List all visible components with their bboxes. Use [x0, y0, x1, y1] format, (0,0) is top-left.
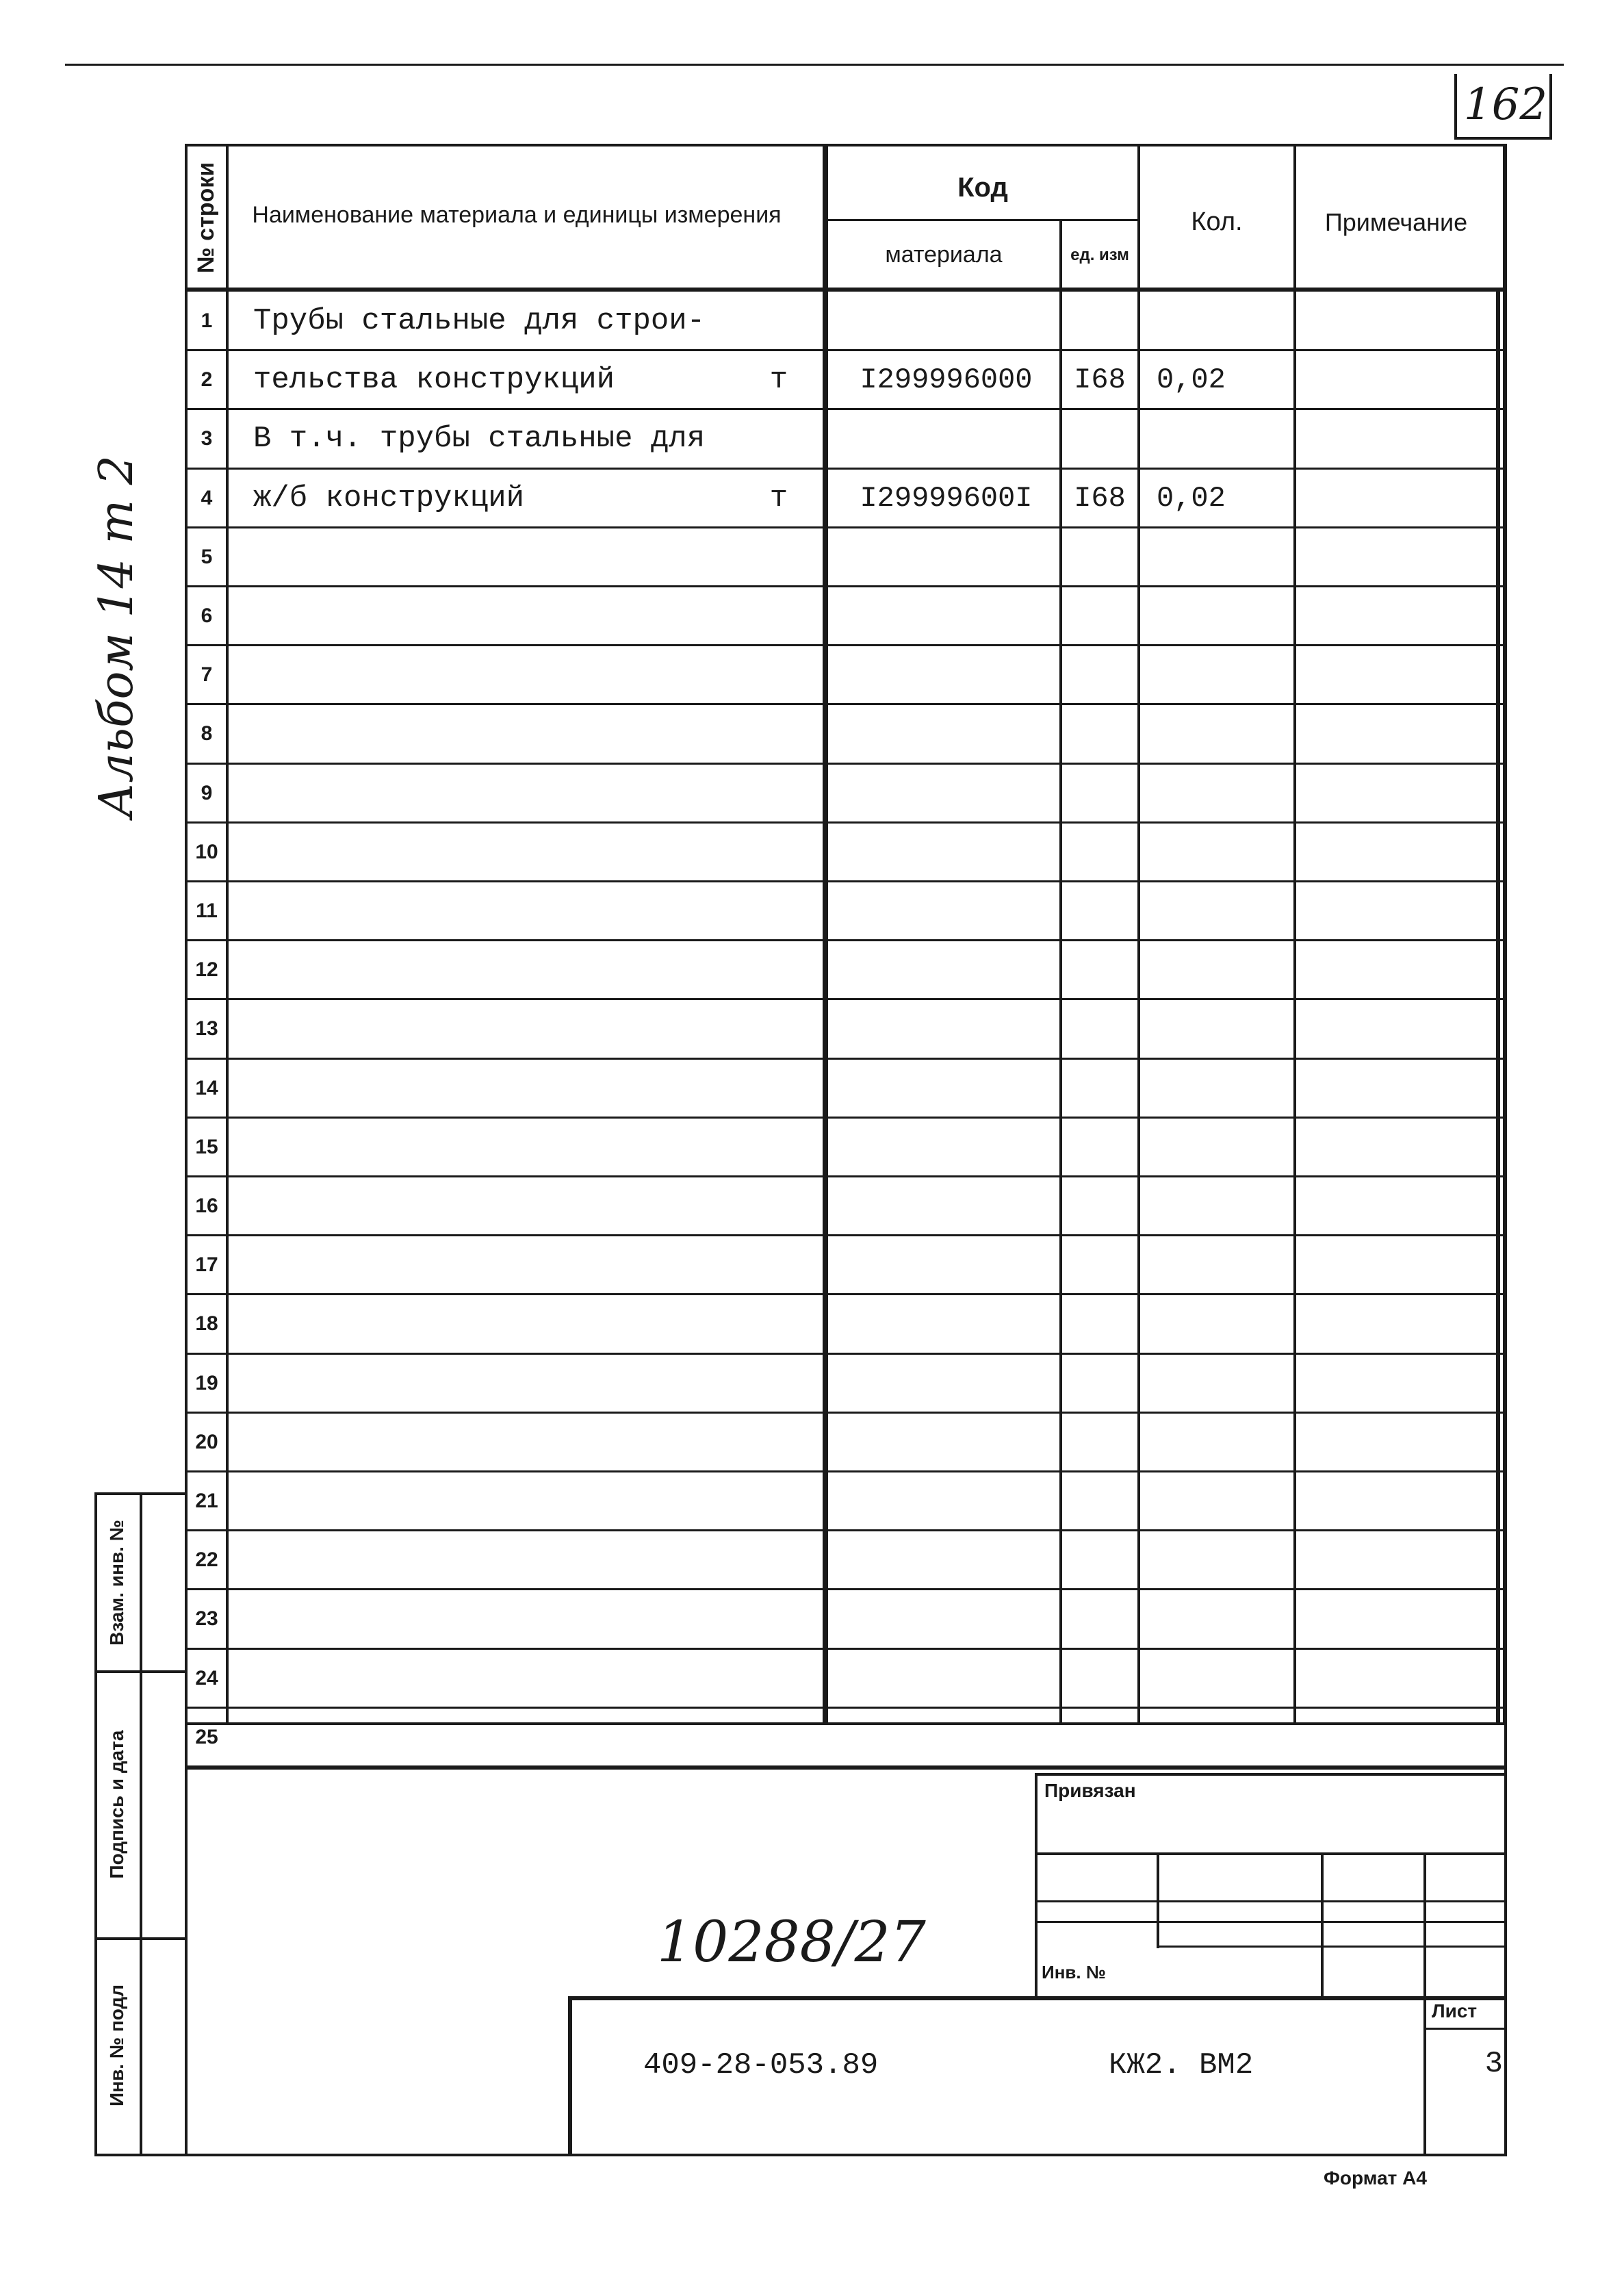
sheet-stamp-number: 162: [1463, 79, 1548, 130]
header-code-unit: ед. изм: [1070, 246, 1129, 265]
row-qty: [1157, 999, 1287, 1058]
tb-left: [1035, 1773, 1037, 1999]
tb-line1: [1035, 1852, 1507, 1855]
tb-sheet-label: Лист: [1432, 2000, 1478, 2022]
header-note: Примечание: [1324, 208, 1468, 237]
row-qty: [1157, 1531, 1287, 1590]
row-qty: [1157, 704, 1287, 763]
row-number: 7: [201, 663, 213, 687]
table-row: [0, 528, 1624, 587]
row-number: 23: [195, 1607, 218, 1631]
row-ed: [1064, 1354, 1136, 1413]
table-row: [0, 1059, 1624, 1118]
row-unit: [751, 1590, 806, 1648]
tb-doc-code: КЖ2. ВМ2: [1109, 2048, 1254, 2082]
row-name: [253, 1413, 746, 1472]
row-ed: [1064, 823, 1136, 882]
header-code-material: материала: [885, 242, 1003, 268]
row-code: [835, 1472, 1057, 1531]
row-ed: [1064, 646, 1136, 704]
album-label: Альбом 14 т 2: [89, 455, 144, 818]
row-code: [835, 764, 1057, 823]
row-ed: [1064, 1059, 1136, 1118]
row-code: [835, 1354, 1057, 1413]
row-unit: [751, 1354, 806, 1413]
row-qty: [1157, 1177, 1287, 1236]
tb-doc-number: 409-28-053.89: [643, 2048, 879, 2082]
row-qty: [1157, 941, 1287, 999]
table-row: [0, 704, 1624, 763]
row-name: [253, 1531, 746, 1590]
row-qty: [1157, 1472, 1287, 1531]
row-number: 11: [196, 900, 218, 922]
row-number: 13: [195, 1017, 218, 1041]
row-name: [253, 1354, 746, 1413]
row-qty: [1157, 528, 1287, 587]
tb-privyazan: Привязан: [1044, 1780, 1136, 1801]
row-code: [835, 1649, 1057, 1708]
row-name: [253, 999, 746, 1058]
row-code: [835, 1531, 1057, 1590]
row-code: [835, 528, 1057, 587]
tb-sheet-label-line: [1423, 2028, 1507, 2030]
table-row: [0, 469, 1624, 528]
top-rule: [65, 64, 1564, 66]
row-qty: [1157, 409, 1287, 468]
row-name: [253, 764, 746, 823]
row-name: [253, 1118, 746, 1177]
row-qty: [1157, 1708, 1287, 1767]
table-row: [0, 1531, 1624, 1590]
row-ed: I68: [1074, 364, 1126, 397]
row-unit: [751, 1177, 806, 1236]
row-name: [253, 1295, 746, 1353]
row-number: 12: [195, 958, 218, 982]
row-unit: [751, 1295, 806, 1353]
tb-v3: [1423, 1852, 1426, 1999]
header-qty: Кол.: [1191, 207, 1243, 237]
row-qty: [1157, 1649, 1287, 1708]
row-qty: [1157, 1236, 1287, 1295]
header-row-no: № строки: [192, 162, 219, 274]
row-number: 15: [195, 1135, 218, 1158]
row-qty: [1157, 764, 1287, 823]
row-ed: [1064, 1531, 1136, 1590]
row-ed: [1064, 1118, 1136, 1177]
tb-line3: [1035, 1921, 1507, 1923]
row-code: [835, 882, 1057, 941]
tb-main-left: [568, 1996, 572, 2156]
tb-main-top: [568, 1996, 1507, 2000]
row-name: тельства конструкций: [253, 363, 615, 398]
row-unit: [751, 587, 806, 646]
row-code: [835, 1708, 1057, 1767]
row-qty: [1157, 1059, 1287, 1118]
row-ed: [1064, 1708, 1136, 1767]
row-number: 9: [201, 781, 213, 804]
tb-v1: [1157, 1852, 1159, 1948]
row-number: 19: [195, 1371, 218, 1394]
row-code: [835, 1236, 1057, 1295]
row-number: 20: [195, 1430, 218, 1453]
row-unit: [751, 1059, 806, 1118]
row-name: [253, 528, 746, 587]
row-code: [835, 1118, 1057, 1177]
frame-bottom: [94, 2154, 1507, 2156]
row-qty: 0,02: [1157, 481, 1226, 515]
row-code: [835, 1295, 1057, 1353]
table-row: [0, 587, 1624, 646]
side-stamp-podpis: Подпись и дата: [106, 1730, 127, 1879]
table-row: [0, 1708, 1624, 1767]
table-row: [0, 823, 1624, 882]
row-number: 17: [195, 1253, 218, 1277]
row-code: [835, 941, 1057, 999]
table-row: [0, 941, 1624, 999]
row-ed: [1064, 1177, 1136, 1236]
row-unit: [751, 1472, 806, 1531]
header-code: Код: [957, 173, 1008, 203]
row-number: 24: [195, 1666, 218, 1689]
row-ed: [1064, 764, 1136, 823]
row-name: Трубы стальные для строи-: [253, 304, 706, 338]
row-unit: [751, 1708, 806, 1767]
row-code: [835, 1413, 1057, 1472]
table-row: [0, 1236, 1624, 1295]
header-code-underline: [825, 219, 1139, 221]
table-row: [0, 1413, 1624, 1472]
row-unit: [751, 409, 806, 468]
side-stamp-sep1: [94, 1670, 188, 1673]
row-code: [835, 1059, 1057, 1118]
row-ed: [1064, 704, 1136, 763]
side-stamp-mid: [140, 1492, 142, 2156]
row-unit: [751, 1118, 806, 1177]
row-name: [253, 1177, 746, 1236]
row-number: 10: [195, 840, 218, 863]
tb-sheet-sep: [1423, 1996, 1426, 2156]
table-row: [0, 999, 1624, 1058]
row-ed: I68: [1074, 481, 1126, 515]
row-unit: [751, 941, 806, 999]
tb-handwritten-no: 10288/27: [657, 1910, 926, 1975]
row-name: [253, 941, 746, 999]
row-unit: [751, 1649, 806, 1708]
tb-v2: [1321, 1852, 1324, 1999]
row-qty: [1157, 646, 1287, 704]
row-number: 21: [195, 1490, 218, 1512]
row-number: 6: [201, 604, 213, 627]
row-code: [835, 704, 1057, 763]
row-number: 3: [201, 427, 213, 450]
row-ed: [1064, 1649, 1136, 1708]
side-stamp-vzam: Взам. инв. №: [106, 1520, 127, 1646]
table-row: [0, 1295, 1624, 1353]
row-qty: [1157, 882, 1287, 941]
row-qty: [1157, 1295, 1287, 1353]
row-code: [835, 409, 1057, 468]
row-unit: [751, 1531, 806, 1590]
row-unit: [751, 764, 806, 823]
row-number: 16: [195, 1195, 218, 1217]
row-code: [835, 1590, 1057, 1648]
table-row: [0, 1177, 1624, 1236]
header-name: Наименование материала и единицы измерения: [252, 202, 782, 229]
row-ed: [1064, 587, 1136, 646]
row-ed: [1064, 941, 1136, 999]
row-code: [835, 646, 1057, 704]
row-unit: [751, 1236, 806, 1295]
row-name: [253, 646, 746, 704]
row-number: 22: [195, 1548, 218, 1572]
row-qty: [1157, 1354, 1287, 1413]
row-name: [253, 1236, 746, 1295]
row-code: [835, 823, 1057, 882]
tb-inv-no: Инв. №: [1042, 1962, 1106, 1982]
row-name: В т.ч. трубы стальные для: [253, 422, 706, 457]
tb-line2: [1035, 1900, 1507, 1902]
row-code: I299996000: [860, 364, 1033, 397]
table-row: [0, 1649, 1624, 1708]
row-unit: [751, 704, 806, 763]
side-stamp-inv-podl: Инв. № подл: [106, 1985, 127, 2107]
row-number: 14: [195, 1076, 218, 1099]
row-unit: [751, 823, 806, 882]
row-number: 4: [201, 486, 213, 509]
row-name: [253, 1708, 746, 1767]
tb-top: [1035, 1773, 1507, 1776]
row-qty: [1157, 587, 1287, 646]
table-row: [0, 646, 1624, 704]
row-name: ж/б конструкций: [253, 481, 525, 515]
row-number: 18: [195, 1312, 218, 1336]
row-code: [835, 999, 1057, 1058]
row-ed: [1064, 1413, 1136, 1472]
tb-line4: [1157, 1946, 1507, 1948]
row-ed: [1064, 409, 1136, 468]
row-ed: [1064, 999, 1136, 1058]
row-number: 25: [195, 1725, 218, 1748]
table-row: [0, 1118, 1624, 1177]
row-name: [253, 1590, 746, 1648]
row-ed: [1064, 292, 1136, 350]
row-name: [253, 1649, 746, 1708]
row-unit: [751, 1413, 806, 1472]
row-number: 8: [201, 722, 213, 745]
row-number: 1: [201, 309, 213, 332]
row-qty: [1157, 823, 1287, 882]
row-name: [253, 587, 746, 646]
table-row: [0, 1354, 1624, 1413]
row-unit: [751, 882, 806, 941]
row-name: [253, 704, 746, 763]
side-stamp-sep2: [94, 1937, 188, 1940]
table-row: [0, 409, 1624, 468]
format-label: Формат А4: [1324, 2167, 1427, 2189]
table-row: [0, 882, 1624, 941]
row-name: [253, 823, 746, 882]
row-number: 2: [201, 368, 213, 392]
row-name: [253, 1059, 746, 1118]
row-name: [253, 1472, 746, 1531]
row-ed: [1064, 1236, 1136, 1295]
row-ed: [1064, 528, 1136, 587]
table-row: [0, 1590, 1624, 1648]
row-unit: т: [769, 363, 788, 398]
table-row: [0, 1472, 1624, 1531]
row-qty: [1157, 1118, 1287, 1177]
table-row: [0, 350, 1624, 409]
row-code: [835, 587, 1057, 646]
row-unit: [751, 999, 806, 1058]
row-code: [835, 1177, 1057, 1236]
row-code: [835, 292, 1057, 350]
row-ed: [1064, 1472, 1136, 1531]
row-qty: [1157, 1590, 1287, 1648]
row-unit: [751, 292, 806, 350]
table-row: [0, 764, 1624, 823]
row-unit: [751, 528, 806, 587]
table-row: [0, 292, 1624, 350]
row-name: [253, 882, 746, 941]
row-qty: [1157, 1413, 1287, 1472]
row-code: I29999600I: [860, 481, 1033, 515]
side-stamp-top: [94, 1492, 188, 1495]
row-unit: т: [769, 481, 788, 515]
row-qty: [1157, 292, 1287, 350]
tb-sheet-no: 3: [1484, 2047, 1503, 2081]
row-ed: [1064, 1590, 1136, 1648]
row-ed: [1064, 882, 1136, 941]
row-qty: 0,02: [1157, 364, 1226, 397]
row-number: 5: [201, 545, 213, 568]
row-unit: [751, 646, 806, 704]
row-ed: [1064, 1295, 1136, 1353]
